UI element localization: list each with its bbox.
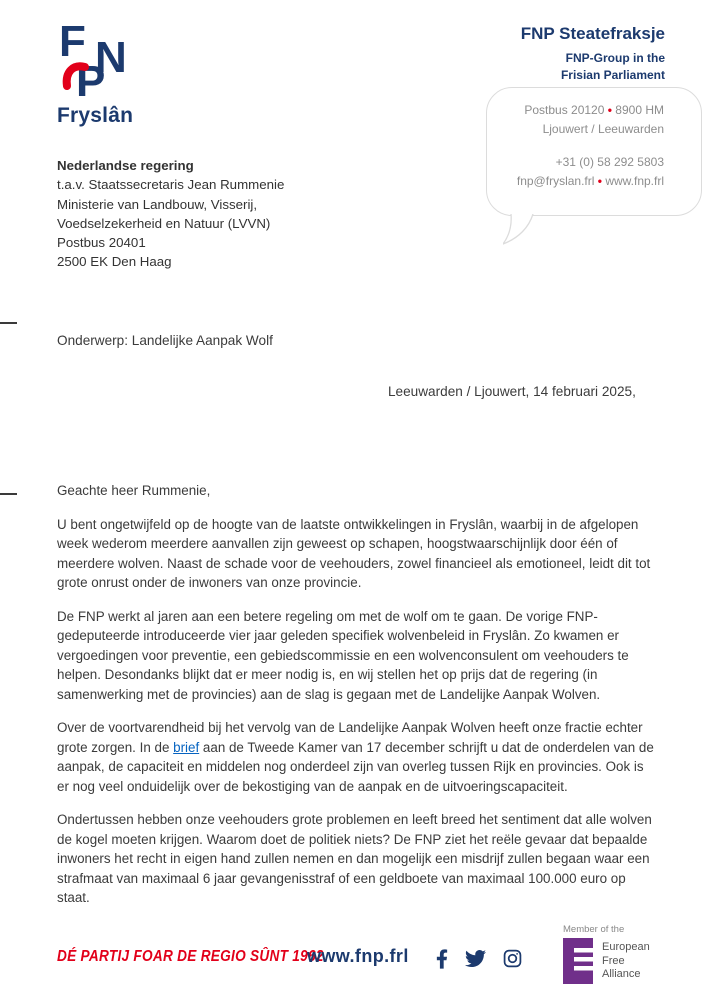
postbus-text: Postbus 20120 (524, 103, 605, 117)
website-url: www.fnp.frl (605, 173, 664, 188)
efa-logo (563, 938, 650, 984)
efa-text-line2: Free (602, 954, 625, 967)
recipient-name: Nederlandse regering (57, 158, 194, 173)
facebook-icon[interactable] (436, 949, 448, 969)
recipient-line: Postbus 20401 (57, 235, 146, 251)
logo-letter-p: P (76, 57, 106, 98)
paragraph-3-text-after: aan de Tweede Kamer van 17 december schrijft u dat de onderdelen van de aanpak, de capaciteit en middelen nog onderdeel zijn van overleg tussen Rijk en provincies. Ook is er nog veel onduidelijk over de bekostiging van de aanpak en de uitvoeringscapaciteit. (57, 739, 654, 794)
paragraph-2: De FNP werkt al jaren aan een betere regeling om met de wolf om te gaan. De vorige FNP-gedeputeerde introduceerde vier jaar geleden specifiek wolvenbeleid in Fryslân. Zo kwamen er vergoedingen voor preventie, een gebiedscommissie en een wolvenconsulent om veehouders te helpen. Desondanks blijkt dat er meer nodig is, en wij stellen het op prijs dat de regering (in samenwerking met de provincies) aan de slag is gegaan met de Landelijke Aanpak Wolven. (57, 608, 629, 702)
bubble-tail (503, 214, 539, 246)
subject-line: Onderwerp: Landelijke Aanpak Wolf (57, 333, 273, 348)
org-title: FNP Steatefraksje (520, 24, 665, 43)
recipient-line: Ministerie van Landbouw, Visserij, (57, 196, 258, 212)
paragraph-4: Ondertussen hebben onze veehouders grote problemen en leeft breed het sentiment dat alle wolven de kogel moeten krijgen. Waarom doet de politiek niets? De FNP ziet het reële gevaar dat bepaalde inwoners het recht in eigen hand zullen nemen en dan mogelijk een misdrijf zullen begaan waar een strafmaat van maximaal 6 jaar gevangenisstraf of een geldboete van maximaal 100.000 euro op staat. (57, 812, 652, 905)
efa-text-line3: Alliance (602, 968, 641, 980)
letter-body (57, 481, 657, 922)
bullet-separator-icon: • (597, 173, 602, 188)
org-subtitle (561, 50, 665, 84)
footer-website: www.fnp.frl (307, 946, 409, 966)
fnp-logo (57, 20, 167, 128)
efa-text-line1: European (602, 941, 650, 953)
postcode-text: 8900 HM (615, 103, 664, 117)
recipient-line: 2500 EK Den Haag (57, 254, 172, 270)
paragraph-3 (57, 718, 657, 796)
org-subtitle-line1: FNP-Group in the (565, 51, 665, 65)
org-subtitle-line2: Frisian Parliament (560, 68, 665, 82)
contact-bubble (486, 87, 702, 216)
instagram-icon[interactable] (503, 949, 522, 968)
fold-mark (0, 322, 17, 324)
recipient-line: Voedselzekerheid en Natuur (LVVN) (57, 215, 271, 231)
efa-logo-text (602, 938, 650, 984)
date-line: Leeuwarden / Ljouwert, 14 februari 2025, (388, 384, 636, 399)
recipient-block (57, 156, 284, 272)
email-web-line (487, 172, 664, 191)
salutation: Geachte heer Rummenie, (57, 483, 211, 498)
brief-link[interactable]: brief (173, 739, 200, 755)
phone-number: +31 (0) 58 292 5803 (555, 155, 664, 169)
fold-mark (0, 493, 17, 495)
paragraph-3-text-before: Over de voortvarendheid bij het vervolg van de Landelijke Aanpak Wolven heeft onze fractie echter grote zorgen. In de (57, 720, 643, 755)
email-address: fnp@fryslan.frl (516, 173, 595, 188)
paragraph-1: U bent ongetwijfeld op de hoogte van de laatste ontwikkelingen in Fryslân, waarbij in de afgelopen week wederom meerdere aanvallen zijn geweest op schapen, hoogstwaarschijnlijk door één of meerdere wolven. Naast de schade voor de veehouders, zowel financieel als emotioneel, leidt dit tot grote onrust onder de inwoners van onze provincie. (57, 516, 651, 590)
postal-line (487, 101, 664, 120)
social-icons (436, 948, 522, 969)
fnp-logo-icon (57, 20, 131, 98)
recipient-line: t.a.v. Staatssecretaris Jean Rummenie (57, 177, 285, 193)
twitter-icon[interactable] (465, 948, 486, 969)
logo-letter-n: N (95, 33, 127, 82)
bullet-separator-icon: • (607, 103, 612, 117)
efa-logo-icon (563, 938, 593, 984)
member-of-label: Member of the (563, 924, 625, 935)
footer-slogan: DÉ PARTIJ FOAR DE REGIO SÛNT 1962 (57, 948, 324, 965)
city-line: Ljouwert / Leeuwarden (542, 121, 664, 136)
logo-letter-f: F (59, 20, 86, 66)
fnp-logo-wordmark: Fryslân (57, 104, 134, 127)
